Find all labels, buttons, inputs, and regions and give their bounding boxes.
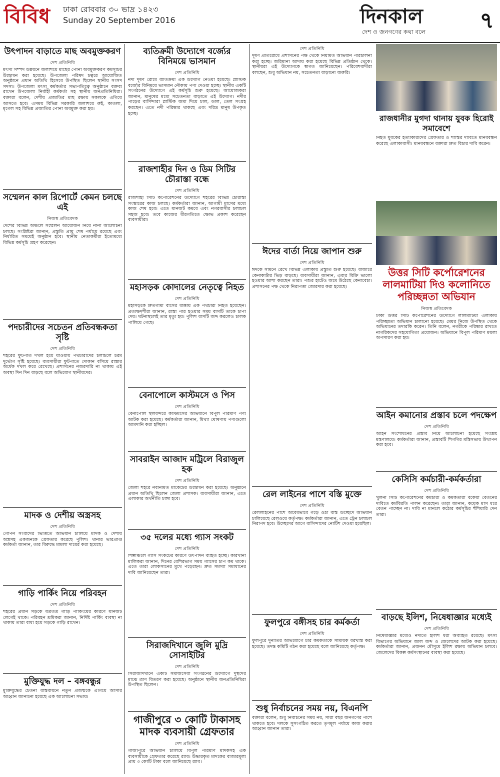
article-body: রাজশাহী সিটি কর্পোরেশনের উদ্যোগে শহরের বিভিন্ন চৌরাস্তা সংস্কারের কাজ চলছে। কর্মকর্তারা জানান, আগামী মাসের মধ্যে কাজ শেষ হবে। এতে যানজট কমবে এবং নগরবাসীর চলাচল সহজ হবে। তবে কাজের ধীরগতিতে ক্ষোভ প্রকাশ করেছেন ব্যবসায়ীরা। <box>128 196 246 224</box>
headline: সাবরাইন আজাদ মট্রিলে বিরাজুল হক <box>130 455 244 475</box>
headline: ঈদের বার্তা নিয়ে জাপান শুরু <box>262 247 362 257</box>
headline: গাজীপুরে ৩ কোটি টাকাসহ মাদক ব্যবসায়ী গ্রেফতার <box>133 715 241 738</box>
article-body: গাজীপুরে অভিযান চালিয়ে বিপুল পরিমাণ মাদকসহ এক ব্যবসায়ীকে গ্রেফতার করেছে র‍্যাব। উদ্ধারকৃত মাদকের বাজারমূল্য প্রায় ৩ কোটি টাকা বলে জানিয়েছে র‍্যাব। <box>128 749 246 766</box>
date-english: Sunday 20 September 2016 <box>63 16 176 25</box>
article-body: গোপন সংবাদের ভিত্তিতে অভিযান চালিয়ে মাদক ও দেশীয় অস্ত্রসহ একজনকে গ্রেফতার করেছে পুলিশ। থানার ভারপ্রাপ্ত কর্মকর্তা জানান, তার বিরুদ্ধে মামলা দায়ের করা হয়েছে। <box>3 532 122 549</box>
headline: গাড়ি পার্কিং নিয়ে পরিবহন <box>18 589 107 599</box>
headline: উত্তর সিটি কর্পোরেশনের লালমাটিয়া দিও কলোনিতে পরিচ্ছন্নতা অভিযান <box>382 268 491 303</box>
byline: নিজস্ব প্রতিবেদক <box>47 217 78 222</box>
news-photo <box>376 201 497 265</box>
headline: বাড়ছে ইলিশ, নিষেধাজ্ঞার মধ্যেই <box>381 613 492 623</box>
headline: রেল লাইনের পাশে বস্তি মুক্তে <box>262 490 362 500</box>
column-1 <box>3 44 122 774</box>
section-label: বিবিধ <box>4 4 51 28</box>
byline: দেশ প্রতিনিধি <box>424 489 449 494</box>
column-divider <box>124 44 125 774</box>
byline: দেশ প্রতিনিধি <box>299 47 325 52</box>
headline: শুধু নির্বাচনের সময় নয়, বিএনপি <box>256 704 368 714</box>
byline: দেশ প্রতিনিধি <box>174 405 200 410</box>
byline: দেশ প্রতিনিধি <box>50 525 75 530</box>
byline: দেশ প্রতিনিধি <box>174 479 200 484</box>
newspaper-logo: দিনকাল <box>360 4 423 28</box>
article-body: মৎস্য সম্পদ উন্নয়নে জলাশয়ে মাছের পোনা অবমুক্তকরণ কর্মসূচির উদ্বোধন করা হয়েছে। উপজেলা পরিষদ চত্বরে আয়োজিত অনুষ্ঠানে প্রধান অতিথি হিসেবে উপস্থিত ছিলেন স্থানীয় সংসদ সদস্য। উপজেলা মৎস্য কর্মকর্তার সভাপতিত্বে অনুষ্ঠানে বক্তব্য রাখেন উপজেলা নির্বাহী কর্মকর্তা সহ স্থানীয় জনপ্রতিনিধিরা। বক্তারা বলেন, দেশীয় প্রজাতির মাছ রক্ষায় সকলকে এগিয়ে আসতে হবে। এসময় বিভিন্ন সরকারি জলাশয়ে রুই, কাতলা, মৃগেল সহ বিভিন্ন প্রজাতির পোনা অবমুক্ত করা হয়। <box>3 68 122 113</box>
byline: দেশ প্রতিনিধি <box>424 627 449 632</box>
page-number: ৭ <box>479 8 494 34</box>
byline: দেশ প্রতিনিধি <box>424 425 449 430</box>
headline: পদচারীদের সচেতন প্রতিবন্ধকতা সৃষ্টি <box>7 323 118 343</box>
article-body: নিহত যুবকের হত্যাকারীদের গ্রেফতার ও শাস্তির দাবিতে মানববন্ধন করেছে এলাকাবাসী। মানববন্ধনে বক্তারা দ্রুত বিচার দাবি করেন। <box>376 136 497 147</box>
headline: মুক্তিযুদ্ধ দল – বঙ্গবন্ধুর <box>24 677 101 687</box>
byline: দেশ প্রতিনিধি <box>299 261 325 266</box>
headline: কেসিসি কর্মচারী-কর্মকর্তারা <box>391 475 482 485</box>
byline: দেশ প্রতিনিধি <box>299 504 325 509</box>
byline: নিজস্ব প্রতিবেদক <box>421 307 452 312</box>
byline: দেশ প্রতিনিধি <box>174 742 200 747</box>
byline: দেশ প্রতিনিধি <box>299 632 325 637</box>
article-body: ঈদকে সামনে রেখে বিভিন্ন এলাকায় প্রস্তুতি শুরু হয়েছে। বাজারে কেনাকাটার ভিড় বাড়ছে। ব্যবসায়ীরা জানান, এবার বিক্রি ভালো হওয়ার আশা করছেন তারা। পশুর হাটেও জমে উঠেছে কেনাবেচা। প্রশাসনের পক্ষ থেকে নিরাপত্তা জোরদার করা হয়েছে। <box>252 268 372 290</box>
article-body: আইন সংশোধনের প্রস্তাব নিয়ে আলোচনা হয়েছে সংশ্লিষ্ট মন্ত্রণালয়ে। কর্মকর্তারা জানান, প্রস্তাবটি শিগগির মন্ত্রিসভায় উত্থাপন করা হবে। <box>376 432 497 449</box>
article-body: দেশের বিভিন্ন অঞ্চলে সম্মেলন আয়োজন নিয়ে নানা আলোচনা চলছে। সংশ্লিষ্টরা জানান, প্রস্তুতি প্রায় শেষ পর্যায়ে রয়েছে এবং নির্ধারিত সময়েই অনুষ্ঠান হবে। স্থানীয় নেতাকর্মীরা ইতোমধ্যে বিভিন্ন কর্মসূচি গ্রহণ করেছেন। <box>3 224 122 246</box>
article-body: ফুলপুরে দুর্নীতির অভিযোগে চার কর্মকর্তাকে সাময়িক বরখাস্ত করা হয়েছে। তদন্ত কমিটি গঠন করা হয়েছে বলে জানিয়েছে কর্তৃপক্ষ। <box>252 639 372 650</box>
byline: দেশ প্রতিনিধি <box>174 297 200 302</box>
article-body: নিষেধাজ্ঞার মধ্যেও নদীতে ইলিশ ধরা অব্যাহত রয়েছে। মৎস্য বিভাগের অভিযানে জাল জব্দ ও জেলেদের আটক করা হয়েছে। কর্মকর্তারা জানান, প্রজনন মৌসুমে ইলিশ রক্ষায় অভিযান চলবে। জেলেদের বিকল্প কর্মসংস্থানের ব্যবস্থা করা হয়েছে। <box>376 634 497 656</box>
article-body: খুলনা সিটি কর্পোরেশনের কর্মচারী ও কর্মকর্তারা বকেয়া বেতনের দাবিতে কর্মবিরতি পালন করেছেন। তারা জানান, কয়েক মাস ধরে বেতন পাচ্ছেন না। দাবি না মানলে কঠোর কর্মসূচির হুঁশিয়ারি দেন তারা। <box>376 496 497 518</box>
byline: দেশ প্রতিনিধি <box>174 547 200 552</box>
byline: দেশ প্রতিনিধি <box>174 665 200 670</box>
article-body: ঢাকা উত্তর সিটি কর্পোরেশনের উদ্যোগে লালমাটিয়া এলাকায় পরিচ্ছন্নতা অভিযান চালানো হয়েছে। মেয়র নিজে উপস্থিত থেকে অভিযানের তদারকি করেন। তিনি বলেন, নগরীকে পরিষ্কার রাখতে নাগরিকদের সহযোগিতা প্রয়োজন। অভিযানে বিপুল পরিমাণ ময়লা অপসারণ করা হয়। <box>376 314 497 342</box>
article-body: দূষণ প্রতিরোধে প্রশাসনের পক্ষ থেকে নিয়মিত অভিযান পরিচালনা করা হচ্ছে। জরিমানা আদায় করা হয়েছে বিভিন্ন প্রতিষ্ঠান থেকে। স্থানীয়রা এই উদ্যোগকে স্বাগত জানিয়েছেন। পরিবেশবাদীরা বলছেন, শুধু অভিযান নয়, সচেতনতা বাড়ানো জরুরি। <box>252 54 372 76</box>
headline: ৩৫ দলের মধ্যে গ্যাস সংকট <box>140 533 234 543</box>
article-body: শহরের ফুটপাত দখল হয়ে যাওয়ায় পথচারীদের চলাচলে চরম দুর্ভোগ সৃষ্টি হয়েছে। ব্যবসায়ীরা ফুটপাতে দোকান বসিয়ে রাস্তার অর্ধেক দখল করে রেখেছে। প্রশাসনের নজরদারি না থাকায় এই অবস্থা দিন দিন বাড়ছে বলে অভিযোগ স্থানীয়দের। <box>3 354 122 376</box>
byline: দেশ প্রতিনিধি <box>50 61 75 66</box>
article-body: মুক্তিযুদ্ধের চেতনা বাস্তবায়নে নতুন প্রজন্মকে এগিয়ে আসার আহ্বান জানানো হয়েছে এক আলোচনা সভায়। <box>3 689 122 700</box>
article-body: বেনাপোল স্থলবন্দরে কাস্টমসের অভিযানে বিপুল পরিমাণ পণ্য আটক করা হয়েছে। কর্মকর্তারা জানান, মিথ্যা ঘোষণায় পণ্যগুলো আমদানি করা হচ্ছিল। <box>128 412 246 429</box>
logo-tagline: দেশ ও জনগণের কথা বলে <box>362 29 426 36</box>
headline: সিরাজদিখানে জুলি মুদ্রি সোসাইটির <box>146 641 228 661</box>
article-body: রেললাইনের পাশে অবৈধভাবে গড়ে ওঠা বস্তি উচ্ছেদে অভিযান চালিয়েছে রেলওয়ে কর্তৃপক্ষ। কর্মকর্তারা জানান, এতে ট্রেন চলাচল নিরাপদ হবে। উচ্ছেদের আগে বাসিন্দাদের নোটিশ দেওয়া হয়েছিল। <box>252 511 372 528</box>
headline: মহাসড়ক কোদালের নেতৃত্বে নিহত <box>129 283 245 293</box>
byline: দেশ প্রতিনিধি <box>50 347 75 352</box>
column-2 <box>128 44 246 774</box>
news-photo <box>376 44 497 111</box>
headline: রাজশাহীর দিন ও ডিম সিটির চৌরাস্তা বন্ধে <box>138 165 236 185</box>
byline: দেশ প্রতিনিধি <box>174 189 200 194</box>
headline: ফুলপুরে বঙ্গীসহ চার কর্মকর্তা <box>264 618 360 628</box>
masthead <box>0 0 500 43</box>
article-body: শিল্পাঞ্চলে গ্যাস সংকটের কারণে উৎপাদন ব্যাহত হচ্ছে। কারখানা মালিকরা জানান, দিনের বেশিরভাগ সময় গ্যাসের চাপ কম থাকে। এতে তারা লোকসানের মুখে পড়েছেন। দ্রুত সমস্যা সমাধানের দাবি জানিয়েছেন তারা। <box>128 554 246 576</box>
article-body: নদী দূষণ রোধে ব্যতিক্রমী এক উদ্যোগ নেওয়া হয়েছে। প্লাস্টিক বর্জ্যের বিনিময়ে ভাসমান নৌকায় পণ্য দেওয়া হচ্ছে। স্থানীয় একটি সংগঠনের উদ্যোগে এই কর্মসূচি শুরু হয়েছে। আয়োজকরা জানান, মানুষের মধ্যে সচেতনতা বাড়াতে এই উদ্যোগ। নদীর পাড়ের বাসিন্দারা প্লাস্টিক জমা দিয়ে চাল, ডাল, তেল সংগ্রহ করছেন। এতে নদী পরিষ্কার থাকছে এবং দরিদ্র মানুষ উপকৃত হচ্ছে। <box>128 78 246 117</box>
column-4 <box>376 44 497 774</box>
headline: আইন কমানোর প্রস্তাব চলে পদক্ষেপ <box>376 411 497 421</box>
column-3 <box>252 44 372 774</box>
headline: উৎপাদন বাড়াতে মাছ অবমুক্তকরণ <box>4 47 121 57</box>
article-body: সিরাজদিখানে একটি সমাজসেবা সংগঠনের উদ্যোগে দুস্থদের মাঝে ত্রাণ বিতরণ করা হয়েছে। অনুষ্ঠানে স্থানীয় জনপ্রতিনিধিরা উপস্থিত ছিলেন। <box>128 672 246 689</box>
byline: দেশ প্রতিনিধি <box>50 603 75 608</box>
article-body: বক্তারা বলেন, শুধু নির্বাচনের সময় নয়, সারা বছর জনগণের পাশে থাকতে হবে। দলকে সুসংগঠিত করতে তৃণমূল পর্যায়ে কাজ করার আহ্বান জানান তারা। <box>252 716 372 733</box>
byline: দেশ প্রতিনিধি <box>174 71 200 76</box>
column-divider <box>249 44 250 774</box>
article-body: শহরের প্রধান সড়কে যত্রতত্র গাড়ি পার্কিংয়ের কারণে যানজট লেগেই থাকে। পরিবহন শ্রমিকরা জানান, নির্দিষ্ট পার্কিং ব্যবস্থা না থাকায় তারা বাধ্য হয়ে সড়কে গাড়ি রাখেন। <box>3 610 122 627</box>
headline: ব্যতিক্রমী উদ্যোগে বর্জ্যের বিনিময়ে ভাসমান <box>143 47 231 67</box>
article-body: জেলা শহরে নবনির্মিত মার্কেটের উদ্বোধন করা হয়েছে। অনুষ্ঠানে প্রধান অতিথি ছিলেন জেলা প্রশাসক। ব্যবসায়ীরা জানান, এতে এলাকার অর্থনীতি চাঙ্গা হবে। <box>128 486 246 503</box>
date-line: ঢাকা রোববার ৩০ ভাদ্র ১৪২৩ <box>63 5 159 14</box>
headline: বেনাপোলে কাস্টমসে ও পিস <box>139 391 235 401</box>
headline: সম্মেলন কাল রিপোর্টে কেমন চলছে এই <box>3 193 122 213</box>
photo-caption: রাজধানীর মুগদা থানায় যুবক হিরোই সমাবেশে <box>379 114 494 133</box>
article-body: মহাসড়কে দ্রুতগামী বাসের ধাক্কায় এক পথচারী নিহত হয়েছেন। প্রত্যক্ষদর্শীরা জানান, রাস্তা পার হওয়ার সময় বাসটি তাকে চাপা দেয়। ঘটনাস্থলেই তার মৃত্যু হয়। পুলিশ বাসটি জব্দ করলেও চালক পালিয়ে গেছে। <box>128 304 246 326</box>
headline: মাদক ও দেশীয় অস্ত্রসহ <box>24 511 101 521</box>
